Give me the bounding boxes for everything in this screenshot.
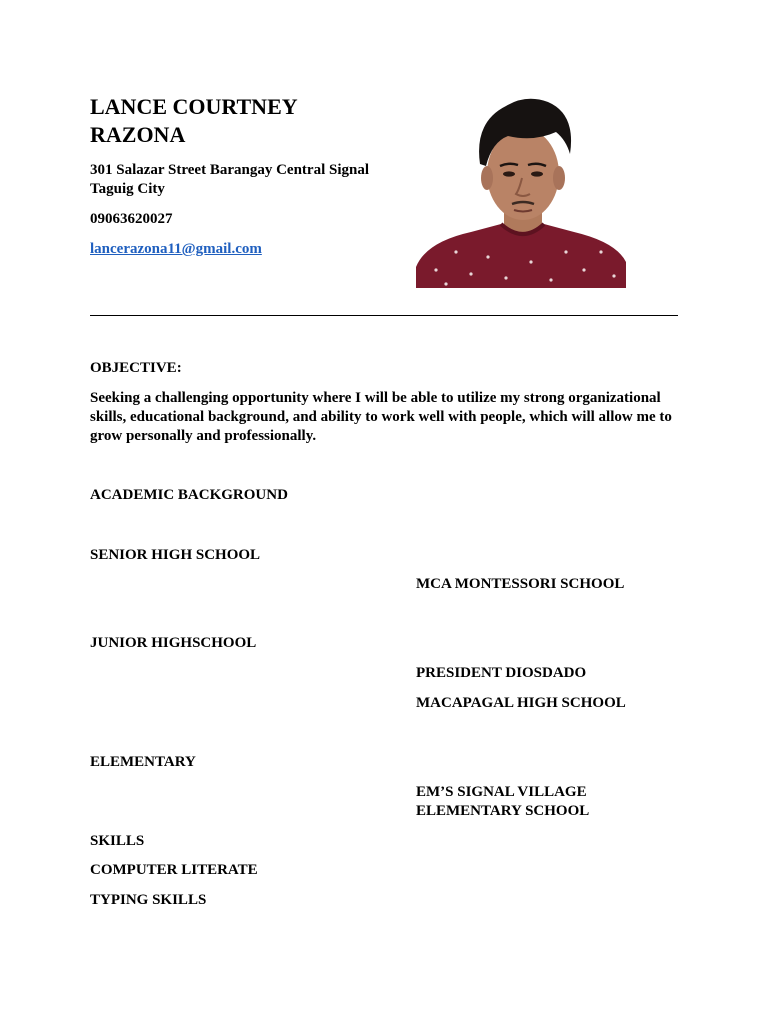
skill-item: TYPING SKILLS: [90, 892, 207, 908]
objective-heading: OBJECTIVE:: [90, 360, 182, 376]
elementary-school-name: [416, 783, 589, 821]
junior-high-school-name-line-1: PRESIDENT DIOSDADO: [416, 665, 587, 681]
objective-line-2: skills, educational background, and ability to work well with people, which will allow me to: [90, 409, 672, 425]
address-line-1: 301 Salazar Street Barangay Central Signal: [90, 162, 370, 178]
skills-heading: SKILLS: [90, 833, 145, 849]
name-line-2: RAZONA: [90, 122, 186, 147]
profile-photo-graphic: [416, 92, 626, 288]
elementary-school-line-1: EM’S SIGNAL VILLAGE: [416, 784, 587, 800]
address: [90, 161, 369, 199]
address-line-2: Taguig City: [90, 181, 165, 197]
objective-line-3: grow personally and professionally.: [90, 428, 317, 444]
profile-photo: [416, 92, 626, 288]
junior-high-label: JUNIOR HIGHSCHOOL: [90, 635, 257, 651]
phone-number: 09063620027: [90, 211, 173, 227]
divider-line: [90, 315, 678, 316]
objective-line-1: Seeking a challenging opportunity where I will be able to utilize my strong organizational: [90, 390, 661, 406]
applicant-name: [90, 93, 410, 149]
objective-text: [90, 389, 690, 446]
name-line-1: LANCE COURTNEY: [90, 94, 298, 119]
elementary-label: ELEMENTARY: [90, 754, 196, 770]
skill-item: COMPUTER LITERATE: [90, 862, 258, 878]
senior-high-school-name: MCA MONTESSORI SCHOOL: [416, 576, 625, 592]
academic-heading: ACADEMIC BACKGROUND: [90, 487, 288, 503]
senior-high-label: SENIOR HIGH SCHOOL: [90, 547, 261, 563]
elementary-school-line-2: ELEMENTARY SCHOOL: [416, 803, 590, 819]
junior-high-school-name-line-2: MACAPAGAL HIGH SCHOOL: [416, 695, 626, 711]
email-link[interactable]: lancerazona11@gmail.com: [90, 241, 262, 257]
